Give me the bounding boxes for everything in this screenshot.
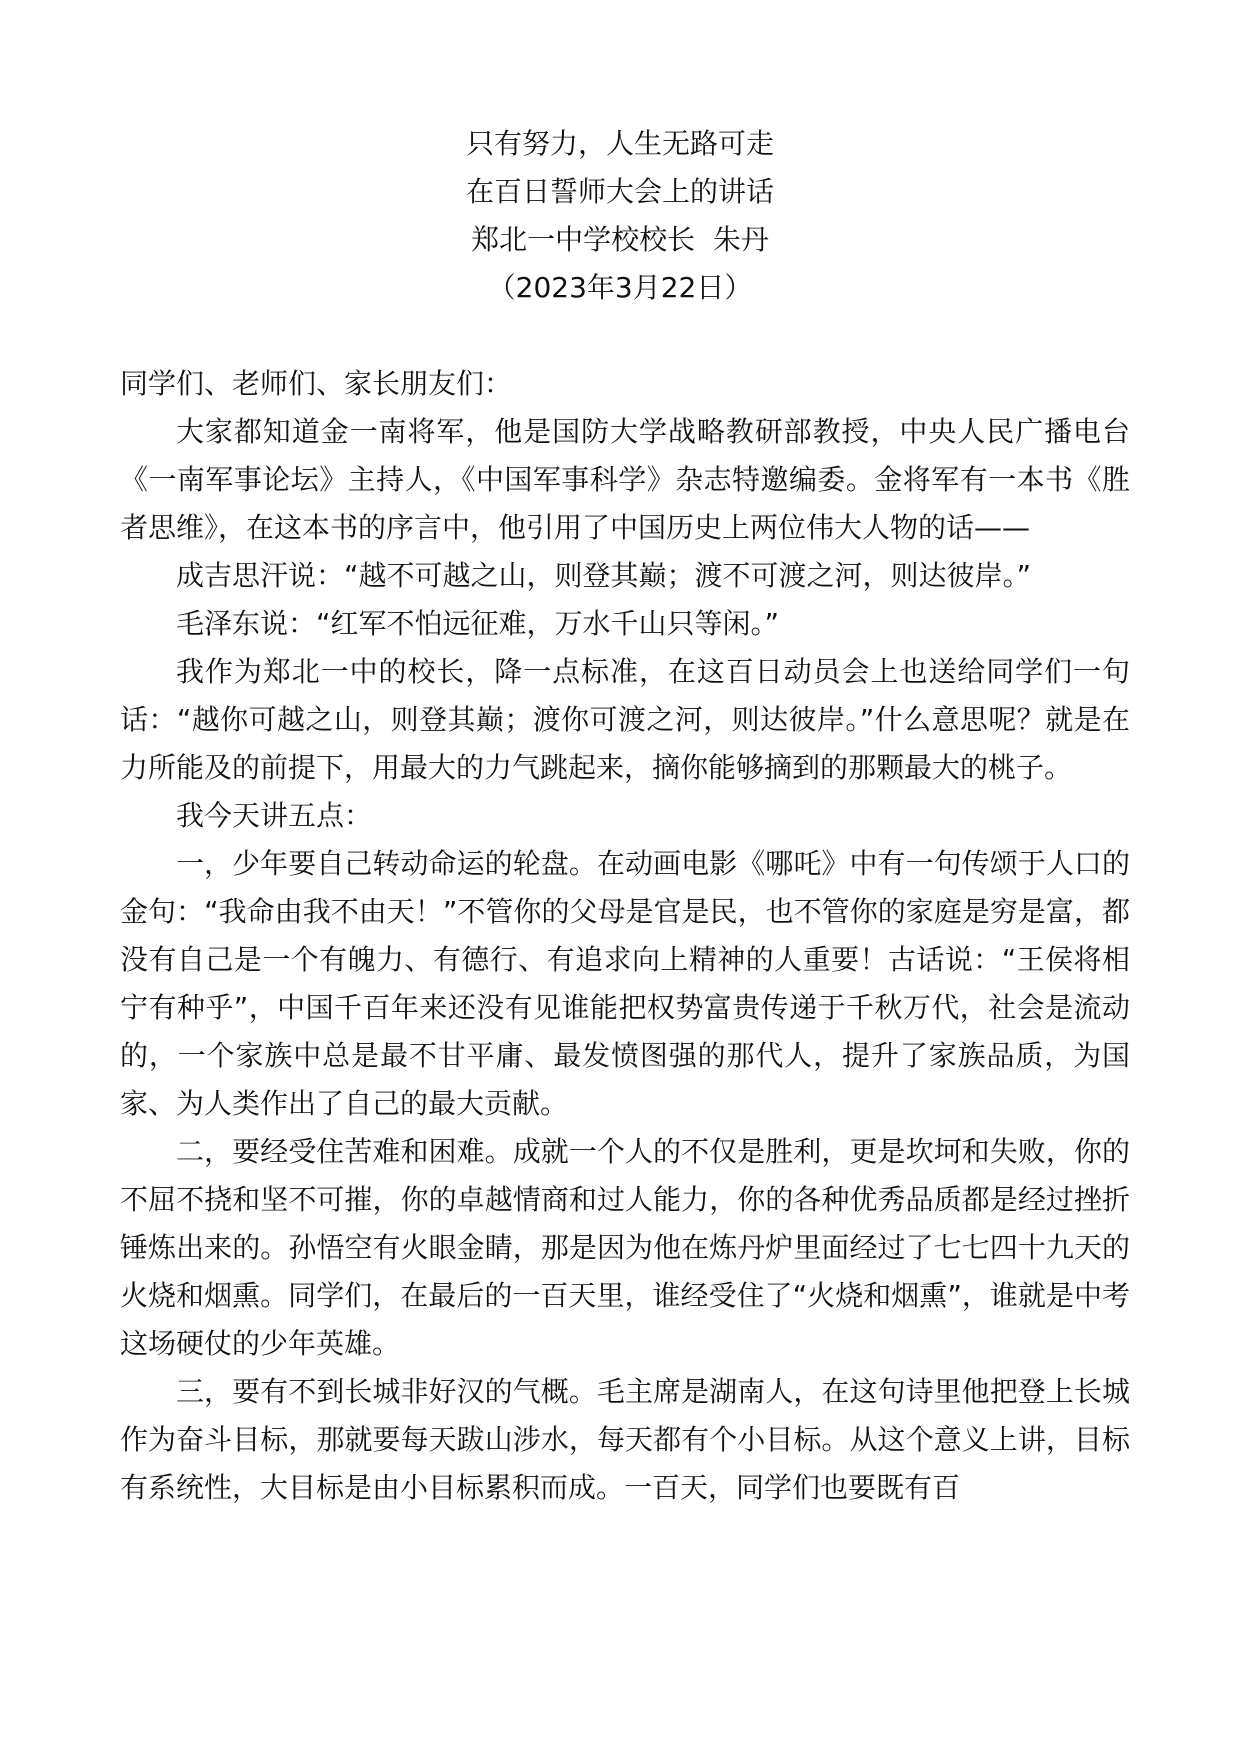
paragraph: 我作为郑北一中的校长，降一点标准，在这百日动员会上也送给同学们一句话：“越你可越之山，则登其巅；渡你可渡之河，则达彼岸。”什么意思呢？就是在力所能及的前提下，用最大的力气跳起来，摘你能够摘到的那颗最大的桃子。 bbox=[120, 655, 1130, 784]
paragraph: 成吉思汗说：“越不可越之山，则登其巅；渡不可渡之河，则达彼岸。” bbox=[176, 559, 1032, 592]
paragraph: 二，要经受住苦难和困难。成就一个人的不仅是胜利，更是坎坷和失败，你的不屈不挠和坚不可摧，你的卓越情商和过人能力，你的各种优秀品质都是经过挫折锤炼出来的。孙悟空有火眼金睛，那是因为他在炼丹炉里面经过了七七四十九天的火烧和烟熏。同学们，在最后的一百天里，谁经受住了“火烧和烟熏”，谁就是中考这场硬仗的少年英雄。 bbox=[120, 1135, 1130, 1360]
document-date: （2023年3月22日） bbox=[487, 271, 753, 304]
document-header bbox=[0, 120, 1240, 312]
paragraph: 一，少年要自己转动命运的轮盘。在动画电影《哪吒》中有一句传颂于人口的金句：“我命由我不由天！”不管你的父母是官是民，也不管你的家庭是穷是富，都没有自己是一个有魄力、有德行、有追求向上精神的人重要！古话说：“王侯将相宁有种乎”，中国千百年来还没有见谁能把权势富贵传递于千秋万代，社会是流动的，一个家族中总是最不甘平庸、最发愤图强的那代人，提升了家族品质，为国家、为人类作出了自己的最大贡献。 bbox=[120, 847, 1130, 1120]
document-body bbox=[120, 360, 1130, 1512]
paragraph: 三，要有不到长城非好汉的气概。毛主席是湖南人，在这句诗里他把登上长城作为奋斗目标，那就要每天跋山涉水，每天都有个小目标。从这个意义上讲，目标有系统性，大目标是由小目标累积而成。一百天，同学们也要既有百 bbox=[120, 1375, 1130, 1504]
salutation: 同学们、老师们、家长朋友们： bbox=[120, 367, 513, 400]
paragraph: 毛泽东说：“红军不怕远征难，万水千山只等闲。” bbox=[176, 607, 780, 640]
document-subtitle: 在百日誓师大会上的讲话 bbox=[465, 175, 774, 208]
document-author: 郑北一中学校校长 朱丹 bbox=[471, 223, 769, 256]
paragraph: 大家都知道金一南将军，他是国防大学战略教研部教授，中央人民广播电台《一南军事论坛》主持人，《中国军事科学》杂志特邀编委。金将军有一本书《胜者思维》，在这本书的序言中，他引用了中国历史上两位伟大人物的话—— bbox=[120, 415, 1130, 544]
document-title: 只有努力，人生无路可走 bbox=[465, 127, 774, 160]
paragraph: 我今天讲五点： bbox=[176, 799, 373, 832]
